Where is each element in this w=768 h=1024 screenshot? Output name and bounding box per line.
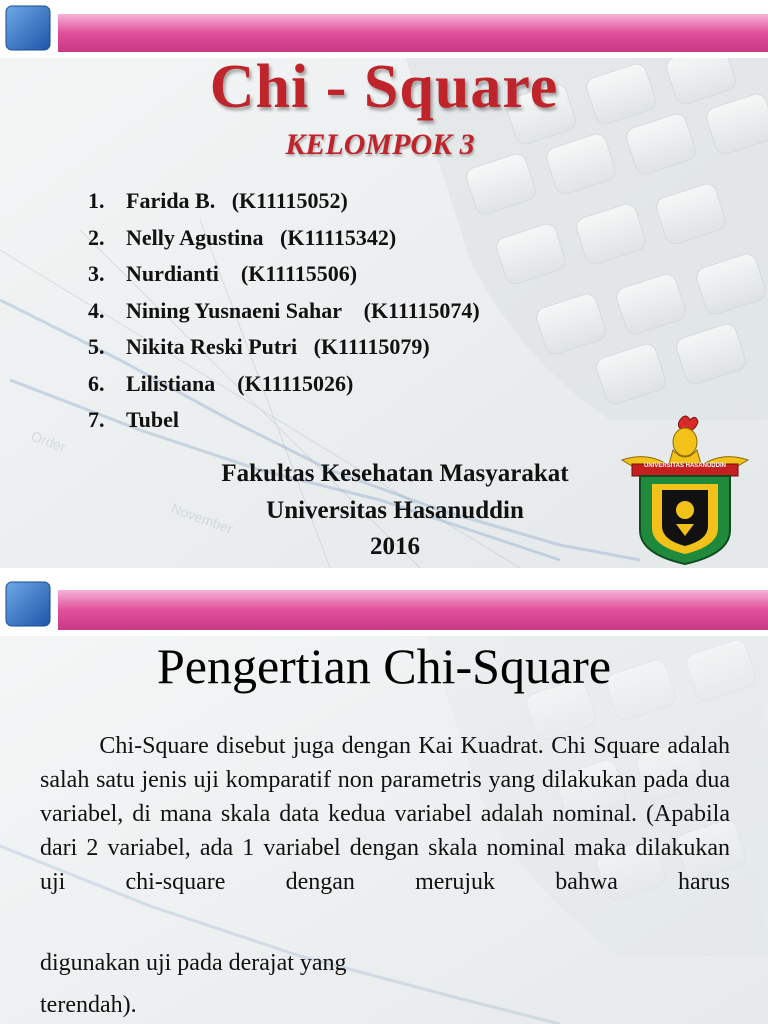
list-item: 3. Nurdianti (K11115506) [88,261,358,286]
list-item: 6. Lilistiana (K11115026) [88,370,354,396]
list-item: 1. Farida B. (K11115052) [88,188,348,213]
faculty-name: Fakultas Kesehatan Masyarakat [221,460,569,487]
pink-header-bar [0,576,768,636]
slide-title-text: Chi - Square [209,53,559,121]
logo-banner-text: UNIVERSITAS HASANUDDIN [644,463,726,469]
university-logo-icon [618,412,752,568]
member-list [88,186,480,442]
body-paragraph-line: digunakan uji pada derajat yang [40,950,347,976]
svg-text:Order: Order [28,427,69,456]
pink-header-bar [0,0,768,58]
list-item: 7. Tubel [88,407,180,432]
body-paragraph: Chi-Square disebut juga dengan Kai Kuadrat. Chi Square adalah salah satu jenis uji komparatif non parametris yang dilakukan pada dua variabel, di mana skala data kedua variabel adalah nominal. (Apabila dari 2 variabel, ada 1 variabel dengan skala nominal maka dilakukan uji chi-square dengan merujuk bahwa harus [40,733,730,895]
list-item: 4. Nining Yusnaeni Sahar (K11115074) [88,297,480,323]
body-paragraph-end: terendah). [40,992,137,1018]
year: 2016 [370,533,420,560]
slide-title-text: Pengertian Chi-Square [156,638,612,694]
list-item: 2. Nelly Agustina (K11115342) [88,224,397,250]
group-label: KELOMPOK 3 [285,128,475,161]
svg-text:November: November [168,499,236,537]
slide-separator [0,568,768,576]
university-name: Universitas Hasanuddin [266,497,524,524]
list-item: 5. Nikita Reski Putri (K11115079) [88,334,430,359]
